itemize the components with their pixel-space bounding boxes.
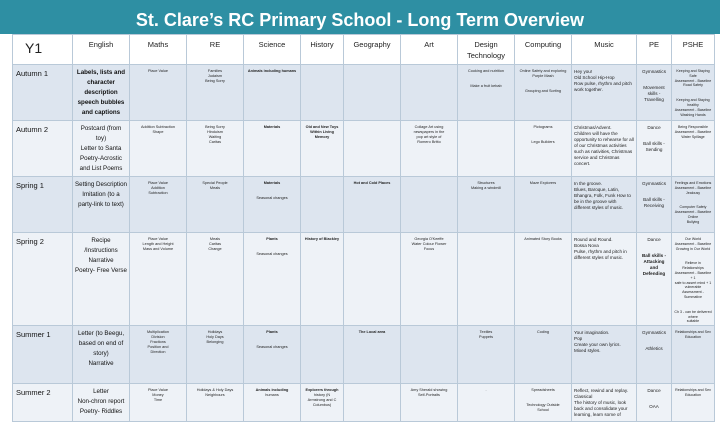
pe-line: Gymnastics [642, 330, 666, 336]
art-cell [401, 65, 458, 121]
pshe-line: Keeping and Staying healthy [676, 98, 710, 107]
computing-line [517, 393, 569, 403]
maths-line: Subtraction [148, 191, 168, 195]
art-line [403, 330, 455, 340]
history-line [303, 69, 341, 79]
science-line [246, 242, 298, 252]
english-line: /Instructions [84, 247, 118, 254]
english-line: Letter to Santa [80, 145, 122, 152]
art-line: Self-Portraits [418, 393, 440, 398]
music-line: The history of music, look back and consolidate your learning, learn some of [574, 400, 628, 418]
computing-line: Lego Builders [531, 140, 555, 144]
maths-cell [130, 326, 187, 384]
page-title: St. Clare’s RC Primary School - Long Term Overview [0, 0, 720, 34]
computing-line: School [537, 408, 549, 413]
music-cell [572, 65, 637, 121]
pshe-line: Keeping and Staying Safe [676, 69, 710, 78]
header-computing: Computing [515, 35, 572, 65]
pshe-line: Ch 3 - can be delivered where [674, 309, 712, 319]
history-line: Old and New Toys [305, 125, 339, 129]
science-line: Animals including humans [247, 69, 297, 73]
music-line: Row pulse, rhythm and pitch work together. [574, 81, 632, 92]
history-line: Within Living [310, 130, 334, 134]
history-line: History of Blackley [304, 237, 340, 241]
geography-cell [344, 326, 401, 384]
pshe-line: Assessment - Baseline [674, 107, 712, 112]
art-line: Collage Art using [414, 125, 444, 129]
art-cell [401, 384, 458, 422]
science-line: Plants [266, 237, 278, 241]
maths-cell [130, 177, 187, 233]
dt-cell [458, 384, 515, 422]
pe-line [639, 75, 669, 85]
pshe-line: Relationships [682, 266, 704, 271]
re-line: Change [208, 247, 222, 251]
science-cell [244, 65, 301, 121]
pe-line: Dance [647, 237, 661, 242]
overview-table [12, 34, 715, 422]
pshe-line: Being Responsible [678, 125, 708, 129]
header-dt: Design Technology [458, 35, 515, 65]
pshe-line [674, 300, 712, 310]
maths-line: Multiplication [147, 330, 169, 335]
term-row [13, 121, 715, 177]
pshe-line: Assessment - Baseline [674, 241, 712, 246]
science-cell [244, 121, 301, 177]
music-line: Old School Hip-Hop [574, 75, 615, 80]
pe-line [639, 394, 669, 404]
pshe-line: Feelings and Emotions [674, 181, 712, 185]
pshe-line: Our World [684, 237, 702, 241]
computing-cell [515, 177, 572, 233]
term-label: Summer 1 [13, 326, 73, 384]
header-pe: PE [637, 35, 672, 65]
art-cell [401, 177, 458, 233]
pshe-line: Relationships and Sex Education [675, 388, 711, 397]
geography-line [346, 69, 398, 79]
geography-line [346, 388, 398, 398]
pshe-cell [672, 384, 715, 422]
pe-line: Gymnastics [642, 69, 666, 74]
re-line: Holidays [207, 330, 223, 335]
science-cell [244, 233, 301, 326]
art-cell [401, 326, 458, 384]
geography-line [346, 237, 398, 247]
re-line: Hinduism [207, 130, 223, 134]
pe-line: Athletics [645, 346, 663, 352]
term-label: Autumn 1 [13, 65, 73, 121]
science-cell [244, 384, 301, 422]
maths-cell [130, 65, 187, 121]
history-cell [301, 65, 344, 121]
pe-line: Ball skills - [641, 253, 666, 258]
pshe-line: Assessment - Baseline Online [674, 210, 712, 219]
re-line: Meals [209, 237, 221, 241]
header-english: English [73, 35, 130, 65]
history-line: Columbus) [312, 403, 332, 408]
pshe-line: Assessment - Baseline [674, 129, 712, 134]
re-line: Being Sorry [205, 125, 225, 129]
maths-line: Shape [152, 130, 164, 134]
maths-line: Money [152, 393, 164, 398]
science-line: Plants [266, 330, 278, 335]
history-line: Armstrong and C [307, 398, 337, 403]
english-line: Imitation (to a party-link to text) [78, 191, 124, 208]
dt-line: Structures [477, 181, 495, 185]
science-cell [244, 326, 301, 384]
pe-line [639, 336, 669, 346]
header-pshe: PSHE [672, 35, 715, 65]
pe-cell [637, 121, 672, 177]
re-line: Belonging [206, 340, 224, 345]
maths-line: Position and [147, 345, 169, 350]
pe-line: Attacking and [643, 259, 665, 270]
pe-line: Dance [647, 125, 661, 130]
re-line: Caritas [208, 140, 222, 144]
pe-line: Dance [647, 388, 661, 394]
geography-cell [344, 384, 401, 422]
pe-line [639, 187, 669, 197]
science-cell [244, 177, 301, 233]
geography-line: Hot and Cold Places [353, 181, 391, 185]
history-cell [301, 121, 344, 177]
term-row [13, 326, 715, 384]
maths-line: Fractions [150, 340, 166, 345]
maths-cell [130, 233, 187, 326]
dt-cell [458, 233, 515, 326]
english-line: Letter (to Beegu, based on end of story) [77, 330, 125, 358]
music-line: Bossa Nova [574, 243, 599, 248]
maths-line: Length and Height [142, 242, 174, 246]
maths-line: Place Value [148, 181, 168, 185]
dt-cell [458, 121, 515, 177]
english-cell [73, 65, 130, 121]
geography-cell [344, 121, 401, 177]
english-cell [73, 326, 130, 384]
pshe-cell [672, 326, 715, 384]
dt-cell [458, 177, 515, 233]
art-line: Georgia O'Keeffe [414, 237, 444, 241]
music-line: Children will have the opportunity to rehearse for all of our Christmas activities such as nativities, Christmas service and Christmas concert. [574, 131, 634, 166]
year-label: Y1 [13, 35, 73, 65]
english-line: Recipe [91, 237, 111, 244]
header-maths: Maths [130, 35, 187, 65]
maths-line: Place Value [148, 237, 168, 241]
pshe-line: Relieve in [685, 261, 701, 266]
science-line: Seasonal changes [256, 196, 288, 200]
dt-cell [458, 326, 515, 384]
computing-line: Animated Story Books [524, 237, 562, 241]
science-line [246, 186, 298, 196]
art-line [403, 69, 455, 79]
geography-line [346, 125, 398, 135]
pshe-line: Assessment - Baseline [674, 78, 712, 83]
art-line: pop art style of [416, 135, 442, 139]
header-science: Science [244, 35, 301, 65]
term-label: Spring 2 [13, 233, 73, 326]
re-line: Waiting [208, 135, 222, 139]
re-line: Being Sorry [205, 79, 225, 83]
history-line: Memory [314, 135, 330, 139]
music-cell [572, 384, 637, 422]
computing-cell [515, 384, 572, 422]
art-line: newspapers in the [413, 130, 445, 134]
term-row [13, 177, 715, 233]
english-line: Poetry- Riddles [79, 408, 123, 416]
maths-line: Mass and Volume [142, 247, 174, 251]
re-line: Caritas [208, 242, 222, 246]
english-line: Setting Description [75, 181, 127, 188]
pe-cell [637, 326, 672, 384]
dt-line [460, 74, 512, 84]
computing-line: Maze Explorers [529, 181, 557, 185]
dt-line [460, 237, 512, 247]
re-line: Meals [209, 186, 221, 190]
computing-line: Technology Outside [526, 403, 560, 408]
history-line: Explorers through [305, 388, 339, 393]
pshe-line [674, 195, 712, 205]
music-cell [572, 233, 637, 326]
pe-line [639, 131, 669, 141]
music-line: Christmas/Advent. [574, 125, 612, 130]
music-line: Round and Round. [574, 237, 613, 242]
pshe-line: vulnerable [684, 285, 702, 290]
dt-line: Make a fruit kebab [470, 84, 502, 88]
maths-line: Place Value [148, 69, 168, 73]
english-cell [73, 233, 130, 326]
music-line: Pop [574, 336, 583, 342]
computing-line [517, 79, 569, 89]
dt-line: Textiles [479, 330, 493, 335]
pshe-cell [672, 121, 715, 177]
maths-line: Addition [151, 186, 165, 190]
history-line [303, 330, 341, 340]
re-line: Holy Days [206, 335, 224, 340]
re-cell [187, 65, 244, 121]
music-line: Classical [574, 394, 593, 400]
history-line [303, 181, 341, 191]
header-geography: Geography [344, 35, 401, 65]
science-line: Materials [263, 125, 281, 129]
english-line: Letter [93, 388, 109, 396]
pe-line: Ball skills - [643, 141, 665, 146]
header-art: Art [401, 35, 458, 65]
english-line: Labels, lists and character description speech bubbles and captions [76, 69, 126, 116]
header-re: RE [187, 35, 244, 65]
term-label: Summer 2 [13, 384, 73, 422]
art-line: Amy Sherald showing [410, 388, 448, 393]
science-line [246, 335, 298, 345]
art-cell [401, 233, 458, 326]
pe-cell [637, 384, 672, 422]
dt-line: Puppets [479, 335, 493, 340]
pe-line: Defending [642, 271, 666, 276]
science-line: Materials [263, 181, 281, 185]
science-line: Seasonal changes [256, 345, 288, 350]
pshe-line [674, 251, 712, 261]
geography-cell [344, 177, 401, 233]
maths-line: Direction [150, 350, 166, 355]
history-line: history (N [313, 393, 331, 398]
art-line: Romero Britto [417, 140, 441, 144]
re-line: Special People [202, 181, 228, 185]
header-music: Music [572, 35, 637, 65]
pshe-cell [672, 177, 715, 233]
history-cell [301, 384, 344, 422]
term-row [13, 233, 715, 326]
pe-line [639, 243, 669, 253]
dt-line: . [485, 388, 487, 393]
computing-line: Spreadsheets [531, 388, 555, 393]
maths-cell [130, 121, 187, 177]
computing-line: Pictograms [533, 125, 553, 129]
music-line: Blues, Baroque, Latin, Bhangra, Folk, Funk How to be in the groove with different styles of music. [574, 187, 631, 210]
term-row [13, 384, 715, 422]
dt-line: Making a windmill [471, 186, 501, 190]
maths-line: Addition Subtraction [141, 125, 175, 129]
art-cell [401, 121, 458, 177]
pe-cell [637, 65, 672, 121]
pe-line: Movement skills - [643, 85, 665, 96]
pshe-line: Assessment - Baseline Jealousy [674, 185, 712, 195]
re-line: Neighbours [205, 393, 225, 398]
computing-line: Coding [536, 330, 550, 335]
music-cell [572, 177, 637, 233]
dt-cell [458, 65, 515, 121]
re-cell [187, 177, 244, 233]
term-row [13, 65, 715, 121]
re-line: Judaism [207, 74, 223, 78]
maths-line: Time [153, 398, 163, 403]
dt-line: Cooking and nutrition [468, 69, 504, 73]
art-line [403, 181, 455, 191]
dt-line [460, 125, 512, 135]
english-line: Narrative [88, 360, 114, 368]
science-line: Seasonal changes [256, 252, 288, 256]
header-history: History [301, 35, 344, 65]
pe-cell [637, 233, 672, 326]
re-cell [187, 326, 244, 384]
science-line: Animals including [255, 388, 289, 393]
history-cell [301, 326, 344, 384]
computing-line: Grouping and Sorting [524, 89, 562, 93]
re-cell [187, 233, 244, 326]
computing-line [517, 130, 569, 140]
pe-line: Ball skills - [643, 197, 665, 202]
music-cell [572, 326, 637, 384]
music-cell [572, 121, 637, 177]
english-line: Non-chron report [77, 398, 125, 406]
pshe-line: suitable [686, 319, 700, 324]
maths-cell [130, 384, 187, 422]
pshe-cell [672, 233, 715, 326]
music-line: Your imagination. [574, 330, 610, 336]
english-cell [73, 177, 130, 233]
music-line: Hey you! [574, 69, 593, 74]
maths-line: Division [151, 335, 165, 340]
pe-line: Sending [645, 147, 663, 152]
pshe-line: Assessment - Baseline + 1 [674, 270, 712, 280]
re-cell [187, 384, 244, 422]
english-cell [73, 384, 130, 422]
computing-cell [515, 233, 572, 326]
history-cell [301, 177, 344, 233]
pe-line: Gymnastics [642, 181, 666, 186]
english-line: Poetry- Free Verse [75, 267, 127, 274]
pshe-line: Assessment - Summative [682, 290, 704, 299]
computing-cell [515, 326, 572, 384]
re-cell [187, 121, 244, 177]
computing-line: Online Safety and exploring Purple Mash [519, 69, 567, 78]
term-label: Spring 1 [13, 177, 73, 233]
pshe-line: Growing in Our World [675, 246, 711, 251]
pshe-line: safe to assert mind + 1 [674, 280, 712, 285]
music-line: Reflect, rewind and replay. [574, 388, 629, 394]
pshe-line: Water Spillage [681, 134, 705, 139]
pshe-line [674, 88, 712, 98]
term-label: Autumn 2 [13, 121, 73, 177]
pe-line: Receiving [643, 203, 665, 208]
pshe-line: Relationships and Sex Education [675, 330, 711, 339]
geography-cell [344, 233, 401, 326]
pshe-line: Road Safety [683, 83, 703, 88]
english-line: Poetry-Acrostic and List Poems [79, 155, 123, 172]
art-line: Focus [423, 247, 435, 251]
history-cell [301, 233, 344, 326]
geography-cell [344, 65, 401, 121]
english-line: Narrative [88, 257, 114, 264]
english-line: Postcard (from toy) [80, 125, 122, 142]
pshe-line: Bullying [686, 219, 700, 224]
music-line: Create your own lyrics. Mixed styles. [574, 342, 621, 354]
pe-cell [637, 177, 672, 233]
pe-line: OAA [649, 404, 659, 410]
english-cell [73, 121, 130, 177]
re-line: Families [207, 69, 223, 73]
computing-cell [515, 65, 572, 121]
pshe-line: Washing Hands [680, 112, 706, 117]
science-line: humans [265, 393, 279, 398]
music-line: In the groove. [574, 181, 603, 186]
pshe-cell [672, 65, 715, 121]
pe-line: Travelling [644, 97, 664, 102]
re-line: Holidays & Holy Days [196, 388, 234, 393]
geography-line: The Local area [358, 330, 386, 335]
music-line: Pulse, rhythm and pitch in different styles of music. [574, 249, 627, 260]
pshe-line: Computer Safety [679, 205, 707, 210]
computing-cell [515, 121, 572, 177]
maths-line: Place Value [148, 388, 168, 393]
art-line: Water Colour Flower [411, 242, 447, 246]
